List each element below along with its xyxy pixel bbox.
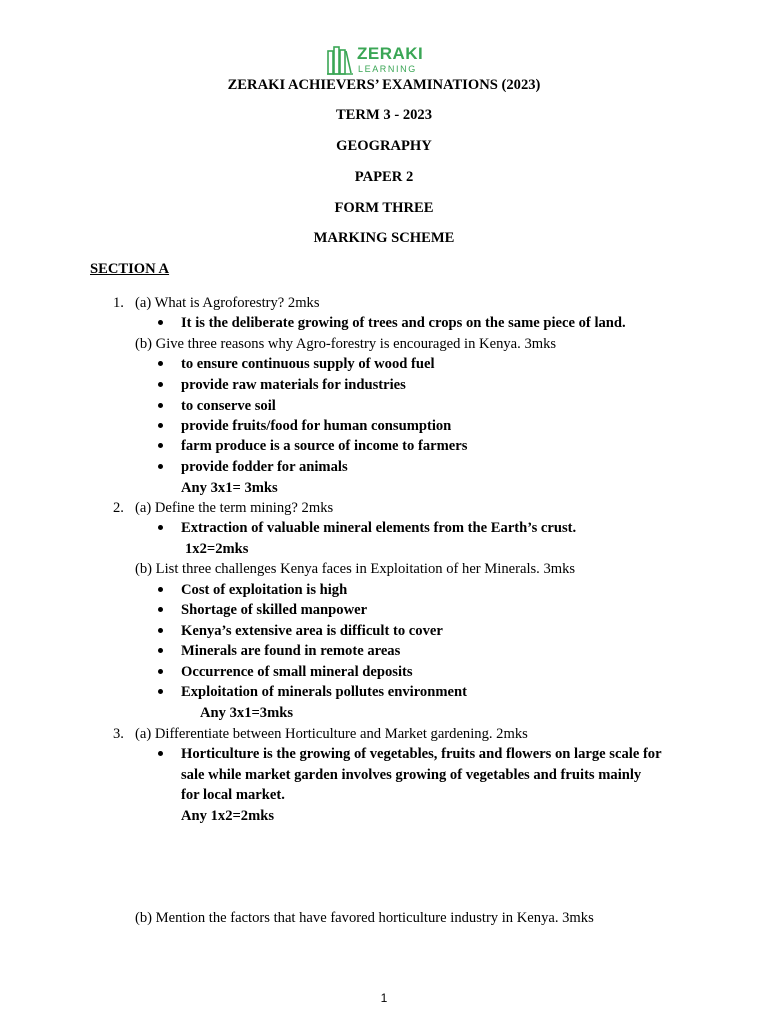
bullet-icon: [158, 397, 166, 415]
answer-line: sale while market garden involves growing of vegetables and fruits mainly: [181, 767, 642, 783]
bullet-icon: [158, 663, 166, 681]
bullet-icon: [158, 355, 166, 373]
books-icon: [327, 45, 353, 75]
logo-name: ZERAKI: [357, 44, 424, 63]
q2-a-question: (a) Define the term mining? 2mks: [135, 500, 334, 516]
question-number: 3.: [113, 726, 124, 742]
form-title: FORM THREE: [334, 200, 434, 216]
answer-item: provide fodder for animals: [181, 459, 348, 475]
answer-item: Cost of exploitation is high: [181, 582, 348, 598]
q2-b-question: (b) List three challenges Kenya faces in Exploitation of her Minerals. 3mks: [135, 561, 576, 577]
question-number: 1.: [113, 295, 124, 311]
bullet-icon: [158, 745, 166, 763]
answer-item: Exploitation of minerals pollutes environment: [181, 684, 467, 700]
bullet-icon: [158, 683, 166, 701]
answer-item: Kenya’s extensive area is difficult to cover: [181, 623, 443, 639]
answer-item: Shortage of skilled manpower: [181, 602, 368, 618]
answer-item: farm produce is a source of income to farmers: [181, 438, 468, 454]
answer-item: to ensure continuous supply of wood fuel: [181, 356, 435, 372]
answer-item: provide fruits/food for human consumption: [181, 418, 452, 434]
bullet-icon: [158, 314, 166, 332]
exam-title: ZERAKI ACHIEVERS’ EXAMINATIONS (2023): [227, 77, 541, 93]
subject-title: GEOGRAPHY: [336, 138, 432, 154]
term-title: TERM 3 - 2023: [335, 107, 433, 123]
answer-item: Extraction of valuable mineral elements from the Earth’s crust.: [181, 520, 577, 536]
bullet-icon: [158, 458, 166, 476]
mark-allocation: Any 3x1= 3mks: [181, 480, 278, 496]
logo-subname: LEARNING: [358, 64, 417, 74]
bullet-icon: [158, 642, 166, 660]
answer-line: Horticulture is the growing of vegetables, fruits and flowers on large scale for: [181, 746, 662, 762]
q1-b-question: (b) Give three reasons why Agro-forestry is encouraged in Kenya. 3mks: [135, 336, 557, 352]
answer-item: Minerals are found in remote areas: [181, 643, 401, 659]
paper-title: PAPER 2: [354, 169, 414, 185]
answer-item: to conserve soil: [181, 398, 276, 414]
bullet-icon: [158, 622, 166, 640]
answer-item: It is the deliberate growing of trees and crops on the same piece of land.: [181, 315, 626, 331]
q3-b-question: (b) Mention the factors that have favored horticulture industry in Kenya. 3mks: [135, 910, 594, 926]
mark-allocation: 1x2=2mks: [185, 541, 249, 557]
bullet-icon: [158, 437, 166, 455]
bullet-icon: [158, 417, 166, 435]
q3-a-question: (a) Differentiate between Horticulture and Market gardening. 2mks: [135, 726, 528, 742]
bullet-icon: [158, 601, 166, 619]
zeraki-logo: [327, 44, 427, 76]
q1-a-question: (a) What is Agroforestry? 2mks: [135, 295, 320, 311]
mark-allocation: Any 1x2=2mks: [181, 808, 275, 824]
page-number: 1: [380, 991, 388, 1005]
section-heading: SECTION A: [90, 261, 170, 277]
answer-line: for local market.: [181, 787, 285, 803]
bullet-icon: [158, 376, 166, 394]
bullet-icon: [158, 581, 166, 599]
doc-type-title: MARKING SCHEME: [313, 230, 455, 246]
answer-item: provide raw materials for industries: [181, 377, 406, 393]
question-number: 2.: [113, 500, 124, 516]
answer-item: Occurrence of small mineral deposits: [181, 664, 413, 680]
mark-allocation: Any 3x1=3mks: [200, 705, 294, 721]
bullet-icon: [158, 519, 166, 537]
